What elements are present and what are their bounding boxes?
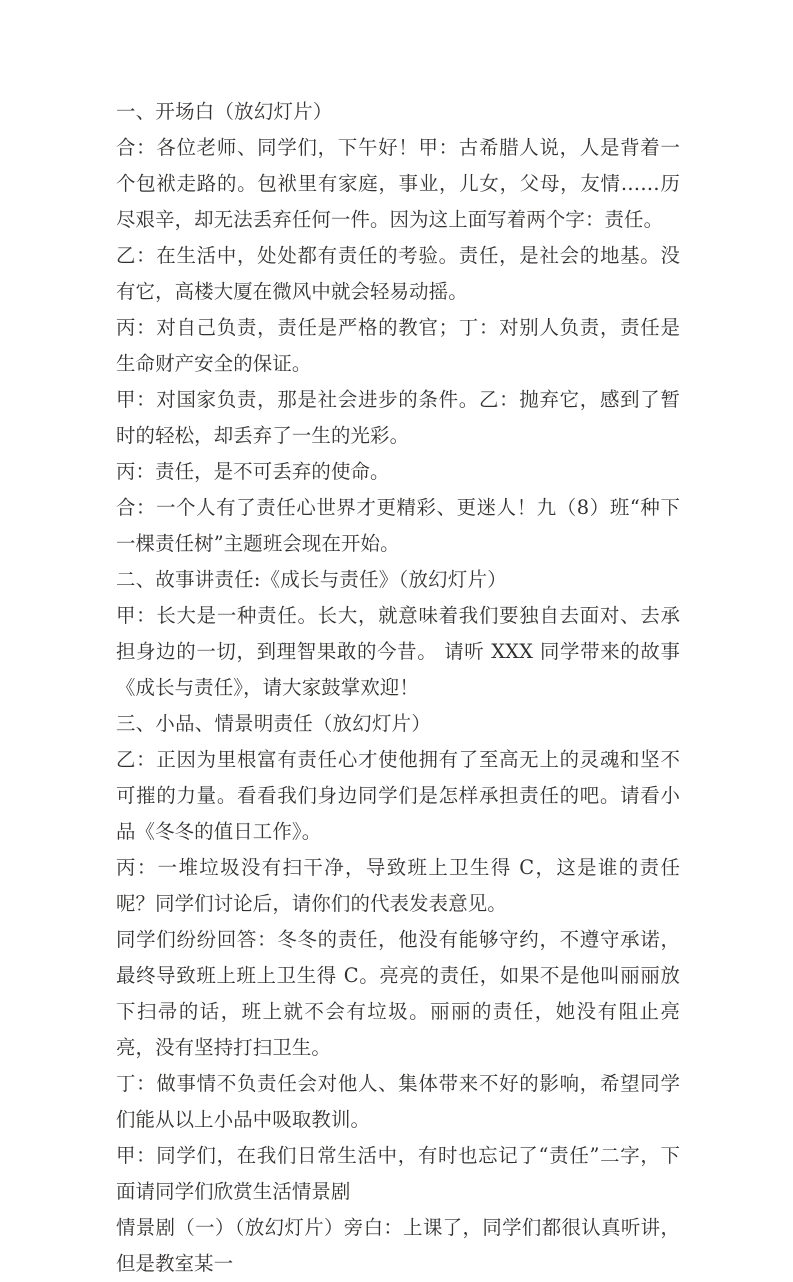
paragraph-opening-jia-yi: 甲：对国家负责，那是社会进步的条件。乙：抛弃它，感到了暂时的轻松，却丢弃了一生的光彩。 (116, 388, 680, 447)
paragraph-skit-bing: 丙：一堆垃圾没有扫干净，导致班上卫生得 C，这是谁的责任呢？同学们讨论后，请你们的代表发表意见。 (116, 856, 680, 915)
paragraph-skit-jia-transition: 甲：同学们，在我们日常生活中，有时也忘记了“责任”二字，下面请同学们欣赏生活情景剧 (116, 1144, 680, 1203)
paragraph-opening-bing-mission: 丙：责任，是不可丢弃的使命。 (116, 460, 390, 483)
paragraph-opening-bing-ding: 丙：对自己负责，责任是严格的教官；丁：对别人负责，责任是生命财产安全的保证。 (116, 316, 680, 375)
paragraph-story-jia: 甲：长大是一种责任。长大，就意味着我们要独自去面对、去承担身边的一切，到理智果敢的今昔。 请听 XXX 同学带来的故事《成长与责任》，请大家鼓掌欢迎！ (116, 604, 680, 699)
paragraph-skit-yi: 乙：正因为里根富有责任心才使他拥有了至高无上的灵魂和坚不可摧的力量。看看我们身边同学们是怎样承担责任的吧。请看小品《冬冬的值日工作》。 (116, 748, 680, 843)
document-text-body (116, 94, 680, 1282)
paragraph-section-one-heading: 一、开场白（放幻灯片） (116, 100, 333, 123)
paragraph-section-three-heading: 三、小品、情景明责任（放幻灯片） (116, 712, 432, 735)
paragraph-scene-one: 情景剧（一）（放幻灯片）旁白：上课了，同学们都很认真听讲，但是教室某一 (116, 1216, 680, 1275)
paragraph-opening-he-close: 合：一个人有了责任心世界才更精彩、更迷人！九（8）班“种下一棵责任树”主题班会现在开始。 (116, 496, 680, 555)
paragraph-skit-students-answer: 同学们纷纷回答：冬冬的责任，他没有能够守约，不遵守承诺，最终导致班上班上卫生得 C。亮亮的责任，如果不是他叫丽丽放下扫帚的话，班上就不会有垃圾。丽丽的责任，她没有阻止亮亮，没有坚持打扫卫生。 (116, 928, 680, 1059)
paragraph-opening-yi: 乙：在生活中，处处都有责任的考验。责任，是社会的地基。没有它，高楼大厦在微风中就会轻易动摇。 (116, 244, 680, 303)
paragraph-opening-he-jia: 合：各位老师、同学们，下午好！甲：古希腊人说，人是背着一个包袱走路的。包袱里有家庭，事业，儿女，父母，友情……历尽艰辛，却无法丢弃任何一件。因为这上面写着两个字：责任。 (116, 136, 680, 231)
paragraph-skit-ding: 丁：做事情不负责任会对他人、集体带来不好的影响，希望同学们能从以上小品中吸取教训。 (116, 1072, 680, 1131)
paragraph-section-two-heading: 二、故事讲责任:《成长与责任》（放幻灯片） (116, 568, 507, 591)
